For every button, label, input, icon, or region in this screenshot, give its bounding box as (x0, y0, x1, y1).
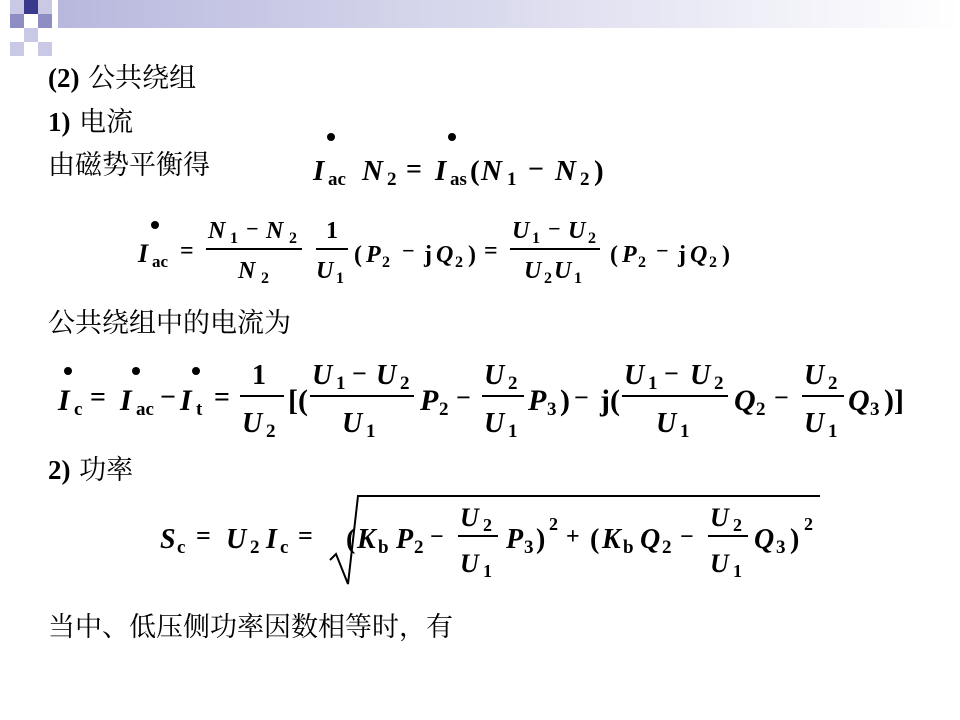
svg-text:−: − (430, 524, 444, 550)
svg-text:=: = (298, 521, 313, 550)
svg-text:1: 1 (252, 360, 266, 391)
svg-text:=: = (484, 238, 498, 264)
svg-text:3: 3 (870, 399, 880, 420)
svg-text:N: N (362, 155, 383, 187)
svg-text:j: j (424, 242, 432, 268)
svg-text:−: − (680, 524, 694, 550)
equation-common-current-ac (137, 216, 730, 287)
svg-text:2: 2 (250, 537, 260, 558)
svg-text:−: − (548, 216, 561, 241)
svg-text:1: 1 (483, 561, 492, 581)
svg-text:N: N (238, 258, 256, 284)
svg-text:S: S (160, 524, 176, 555)
svg-text:U: U (512, 218, 530, 244)
svg-text:K: K (357, 524, 376, 555)
svg-text:Q: Q (690, 242, 708, 268)
svg-text:(: ( (346, 524, 356, 555)
svg-text:): ) (560, 384, 570, 417)
svg-text:2: 2 (709, 254, 717, 271)
svg-text:+: + (566, 524, 580, 550)
svg-text:2: 2 (439, 399, 449, 420)
svg-text:Q: Q (754, 524, 775, 555)
svg-text:=: = (180, 238, 194, 264)
svg-text:U: U (342, 408, 363, 439)
svg-text:I: I (138, 239, 149, 268)
svg-text:t: t (196, 399, 203, 420)
subsection-title: 功率 (79, 455, 134, 486)
svg-text:1: 1 (366, 421, 376, 442)
svg-text:ac: ac (328, 169, 346, 190)
svg-text:1: 1 (230, 230, 238, 247)
svg-text:1: 1 (507, 169, 517, 190)
svg-text:U: U (242, 408, 263, 439)
svg-text:U: U (804, 360, 825, 391)
svg-text:c: c (280, 537, 289, 558)
svg-text:2: 2 (387, 169, 397, 190)
svg-text:2: 2 (638, 254, 646, 271)
svg-text:2: 2 (804, 514, 813, 534)
equation-common-current (57, 359, 904, 442)
svg-text:j(: j( (600, 384, 620, 417)
equation-mmf-balance (312, 133, 604, 190)
svg-text:(: ( (610, 242, 618, 268)
svg-text:K: K (602, 524, 621, 555)
svg-text:1: 1 (648, 373, 658, 394)
svg-text:U: U (460, 549, 479, 578)
svg-text:1: 1 (336, 270, 344, 287)
section-title: 公共绕组 (88, 63, 197, 94)
subsection-title: 电流 (79, 107, 134, 138)
svg-text:P: P (396, 524, 414, 555)
svg-text:): ) (536, 524, 546, 555)
section-number: (2) (48, 63, 80, 93)
svg-text:−: − (528, 154, 544, 185)
mmf-balance-text: 由磁势平衡得 (48, 150, 210, 181)
svg-text:1: 1 (326, 218, 338, 244)
svg-text:2: 2 (414, 537, 424, 558)
svg-text:P: P (528, 384, 547, 417)
svg-text:Q: Q (640, 524, 661, 555)
svg-text:2: 2 (714, 373, 724, 394)
svg-text:2: 2 (483, 515, 492, 535)
svg-text:2: 2 (266, 421, 276, 442)
svg-text:U: U (316, 258, 334, 284)
svg-text:c: c (177, 537, 186, 558)
svg-text:−: − (774, 383, 789, 412)
svg-text:−: − (246, 216, 259, 241)
svg-text:P: P (420, 384, 439, 417)
svg-text:U: U (554, 258, 572, 284)
svg-text:I: I (435, 155, 447, 187)
svg-text:1: 1 (336, 373, 346, 394)
svg-text:−: − (160, 382, 176, 413)
svg-text:U: U (690, 360, 711, 391)
svg-text:2: 2 (733, 515, 742, 535)
svg-text:U: U (226, 524, 247, 555)
svg-text:2: 2 (382, 254, 390, 271)
svg-text:j: j (678, 242, 686, 268)
svg-text:1: 1 (532, 230, 540, 247)
svg-text:P: P (622, 242, 637, 268)
svg-text:ac: ac (152, 252, 169, 271)
common-current-text: 公共绕组中的电流为 (48, 308, 291, 339)
svg-text:1: 1 (574, 270, 582, 287)
svg-text:−: − (352, 359, 367, 388)
svg-text:=: = (90, 382, 106, 413)
power-factor-text: 当中、低压侧功率因数相等时，有 (48, 612, 453, 643)
svg-text:P: P (366, 242, 381, 268)
svg-text:b: b (378, 537, 389, 558)
svg-text:Q: Q (734, 384, 756, 417)
svg-text:I: I (120, 384, 132, 417)
svg-text:): ) (722, 242, 730, 268)
svg-text:2: 2 (508, 373, 518, 394)
svg-text:I: I (58, 384, 70, 417)
svg-text:2: 2 (756, 399, 766, 420)
equation-power (160, 496, 820, 584)
svg-text:−: − (664, 359, 679, 388)
svg-text:U: U (568, 218, 586, 244)
svg-text:N: N (555, 155, 576, 187)
svg-text:U: U (710, 503, 729, 532)
svg-text:2: 2 (544, 270, 552, 287)
svg-text:2: 2 (289, 230, 297, 247)
svg-text:Q: Q (436, 242, 454, 268)
svg-text:U: U (656, 408, 677, 439)
svg-text:[(: [( (288, 384, 308, 417)
svg-text:U: U (710, 549, 729, 578)
svg-text:b: b (623, 537, 634, 558)
svg-text:1: 1 (508, 421, 518, 442)
svg-text:)]: )] (884, 384, 904, 417)
svg-text:ac: ac (136, 399, 154, 420)
svg-text:2: 2 (580, 169, 590, 190)
svg-text:−: − (656, 238, 669, 263)
svg-text:U: U (624, 360, 645, 391)
svg-text:2: 2 (588, 230, 596, 247)
svg-text:U: U (484, 360, 505, 391)
subsection-number: 1) (48, 107, 71, 137)
svg-text:): ) (790, 524, 800, 555)
svg-text:−: − (456, 383, 471, 412)
svg-text:−: − (402, 238, 415, 263)
svg-text:): ) (594, 155, 604, 187)
svg-text:U: U (460, 503, 479, 532)
svg-text:2: 2 (828, 373, 838, 394)
svg-text:as: as (450, 169, 467, 190)
svg-text:U: U (376, 360, 397, 391)
svg-text:1: 1 (733, 561, 742, 581)
svg-text:=: = (214, 382, 230, 413)
svg-text:2: 2 (549, 514, 558, 534)
svg-text:(: ( (354, 242, 362, 268)
svg-text:3: 3 (524, 537, 534, 558)
svg-text:): ) (468, 242, 476, 268)
svg-text:(: ( (590, 524, 600, 555)
svg-text:I: I (266, 524, 277, 555)
svg-text:=: = (406, 154, 422, 185)
svg-text:P: P (506, 524, 524, 555)
svg-text:N: N (481, 155, 502, 187)
svg-text:I: I (313, 155, 325, 187)
svg-text:2: 2 (400, 373, 410, 394)
svg-text:3: 3 (776, 537, 786, 558)
subsection-number: 2) (48, 455, 71, 485)
svg-text:−: − (574, 383, 589, 412)
svg-text:U: U (524, 258, 542, 284)
svg-text:1: 1 (828, 421, 838, 442)
svg-text:N: N (266, 218, 284, 244)
svg-text:N: N (208, 218, 226, 244)
svg-text:2: 2 (455, 254, 463, 271)
svg-text:2: 2 (261, 270, 269, 287)
svg-text:(: ( (470, 155, 480, 187)
svg-text:3: 3 (547, 399, 557, 420)
svg-text:c: c (74, 399, 83, 420)
svg-text:U: U (312, 360, 333, 391)
svg-text:U: U (804, 408, 825, 439)
svg-text:2: 2 (662, 537, 672, 558)
svg-text:U: U (484, 408, 505, 439)
svg-text:=: = (196, 521, 211, 550)
svg-text:Q: Q (848, 384, 870, 417)
svg-text:1: 1 (680, 421, 690, 442)
svg-text:I: I (180, 384, 192, 417)
